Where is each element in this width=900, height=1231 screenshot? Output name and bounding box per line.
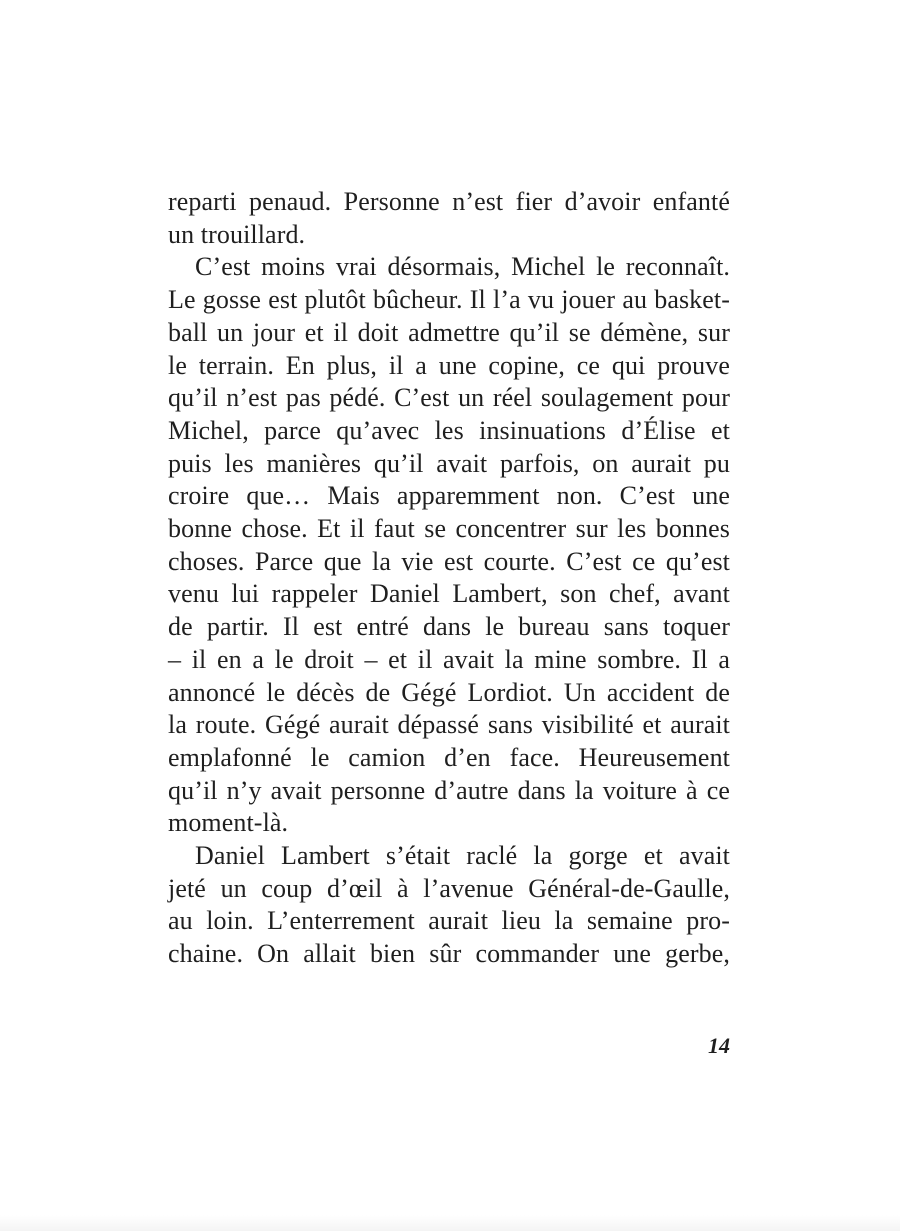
text-line: reparti penaud. Personne n’est fier d’avoir enfanté xyxy=(168,187,730,216)
text-line: la route. Gégé aurait dépassé sans visibilité et aurait xyxy=(168,710,730,740)
text-line: qu’il n’est pas pédé. C’est un réel soulagement pour xyxy=(168,383,730,413)
text-line: le terrain. En plus, il a une copine, ce qui prouve xyxy=(168,350,730,380)
text-line: annoncé le décès de Gégé Lordiot. Un accident de xyxy=(168,677,730,707)
text-line: jeté un coup d’œil à l’avenue Général-de-Gaulle, xyxy=(168,873,730,903)
text-line: Michel, parce qu’avec les insinuations d’Élise et xyxy=(168,415,730,445)
text-line: Le gosse est plutôt bûcheur. Il l’a vu jouer au basket- xyxy=(168,285,730,315)
text-line: un trouillard. xyxy=(168,219,306,249)
text-line: – il en a le droit – et il avait la mine sombre. Il a xyxy=(168,644,730,674)
text-line: choses. Parce que la vie est courte. C’est ce qu’est xyxy=(168,546,730,576)
text-line: Daniel Lambert s’était raclé la gorge et avait xyxy=(195,841,730,871)
text-line: de partir. Il est entré dans le bureau sans toquer xyxy=(168,612,730,642)
text-line: croire que… Mais apparemment non. C’est une xyxy=(168,481,730,511)
text-line: chaine. On allait bien sûr commander une gerbe, xyxy=(168,939,730,969)
text-block xyxy=(168,186,730,971)
text-line: venu lui rappeler Daniel Lambert, son chef, avant xyxy=(168,579,730,609)
page-bottom-shadow xyxy=(0,1215,900,1231)
text-line: C’est moins vrai désormais, Michel le reconnaît. xyxy=(195,252,730,282)
text-line: au loin. L’enterrement aurait lieu la semaine pro- xyxy=(168,906,730,936)
text-line: moment-là. xyxy=(168,808,289,838)
text-line: qu’il n’y avait personne d’autre dans la voiture à ce xyxy=(168,775,730,805)
page-number: 14 xyxy=(708,1033,730,1058)
text-line: ball un jour et il doit admettre qu’il se démène, sur xyxy=(168,317,730,347)
text-line: puis les manières qu’il avait parfois, on aurait pu xyxy=(168,448,730,478)
text-line: emplafonné le camion d’en face. Heureusement xyxy=(168,742,730,772)
text-line: bonne chose. Et il faut se concentrer sur les bonnes xyxy=(168,514,730,544)
